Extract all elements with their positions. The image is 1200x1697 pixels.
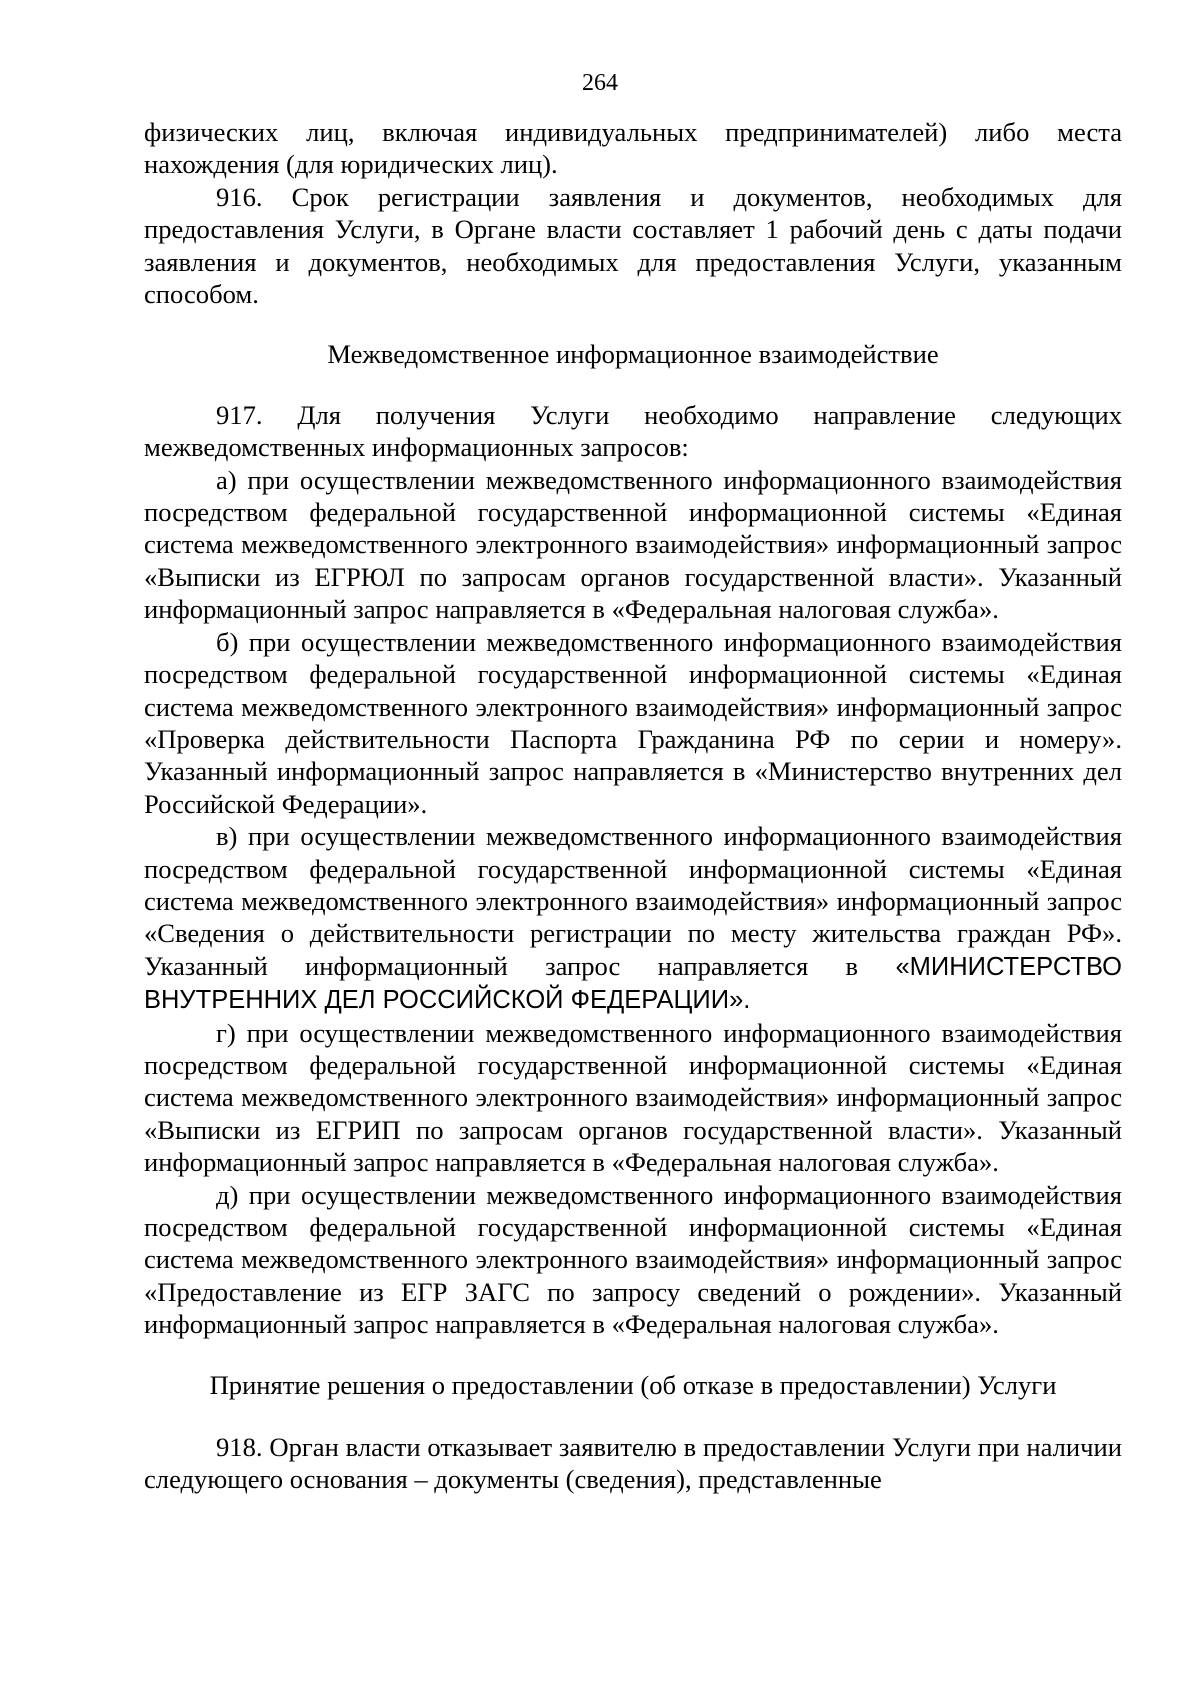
paragraph-918: 918. Орган власти отказывает заявителю в предоставлении Услуги при наличии следующего основания – документы (сведения), представленные: [144, 1432, 1122, 1495]
document-body: [144, 116, 1122, 1496]
subparagraph-v-text: в) при осуществлении межведомственного информационного взаимодействия посредством федеральной государственной информационной системы «Единая система межведомственного электронного взаимодействия» информационный запрос «Сведения о действительности регистрации по месту жительства граждан РФ». Указанный информационный запрос направляется в: [144, 821, 1122, 981]
subparagraph-d: д) при осуществлении межведомственного информационного взаимодействия посредством федеральной государственной информационной системы «Единая система межведомственного электронного взаимодействия» информационный запрос «Предоставление из ЕГР ЗАГС по запросу сведений о рождении». Указанный информационный запрос направляется в «Федеральная налоговая служба».: [144, 1179, 1122, 1340]
subparagraph-v-ministry: «МИНИСТЕРСТВО ВНУТРЕННИХ ДЕЛ РОССИЙСКОЙ ФЕДЕРАЦИИ».: [144, 952, 1122, 1015]
section-heading-interagency: Межведомственное информационное взаимодействие: [327, 339, 939, 370]
paragraph-continuation: физических лиц, включая индивидуальных предпринимателей) либо места нахождения (для юридических лиц).: [144, 117, 1122, 180]
subparagraph-b: б) при осуществлении межведомственного информационного взаимодействия посредством федеральной государственной информационной системы «Единая система межведомственного электронного взаимодействия» информационный запрос «Проверка действительности Паспорта Гражданина РФ по серии и номеру». Указанный информационный запрос направляется в «Министерство внутренних дел Российской Федерации».: [144, 626, 1122, 819]
section-heading-decision: Принятие решения о предоставлении (об отказе в предоставлении) Услуги: [209, 1369, 1057, 1400]
page-number: 264: [582, 70, 618, 96]
subparagraph-g: г) при осуществлении межведомственного информационного взаимодействия посредством федеральной государственной информационной системы «Единая система межведомственного электронного взаимодействия» информационный запрос «Выписки из ЕГРИП по запросам органов государственной власти». Указанный информационный запрос направляется в «Федеральная налоговая служба».: [144, 1017, 1122, 1178]
subparagraph-v: [144, 820, 1122, 1016]
paragraph-916: 916. Срок регистрации заявления и документов, необходимых для предоставления Услуги, в Органе власти составляет 1 рабочий день с даты подачи заявления и документов, необходимых для предоставления Услуги, указанным способом.: [144, 181, 1122, 310]
subparagraph-a: а) при осуществлении межведомственного информационного взаимодействия посредством федеральной государственной информационной системы «Единая система межведомственного электронного взаимодействия» информационный запрос «Выписки из ЕГРЮЛ по запросам органов государственной власти». Указанный информационный запрос направляется в «Федеральная налоговая служба».: [144, 464, 1122, 625]
paragraph-917: 917. Для получения Услуги необходимо направление следующих межведомственных информационных запросов:: [144, 399, 1122, 463]
